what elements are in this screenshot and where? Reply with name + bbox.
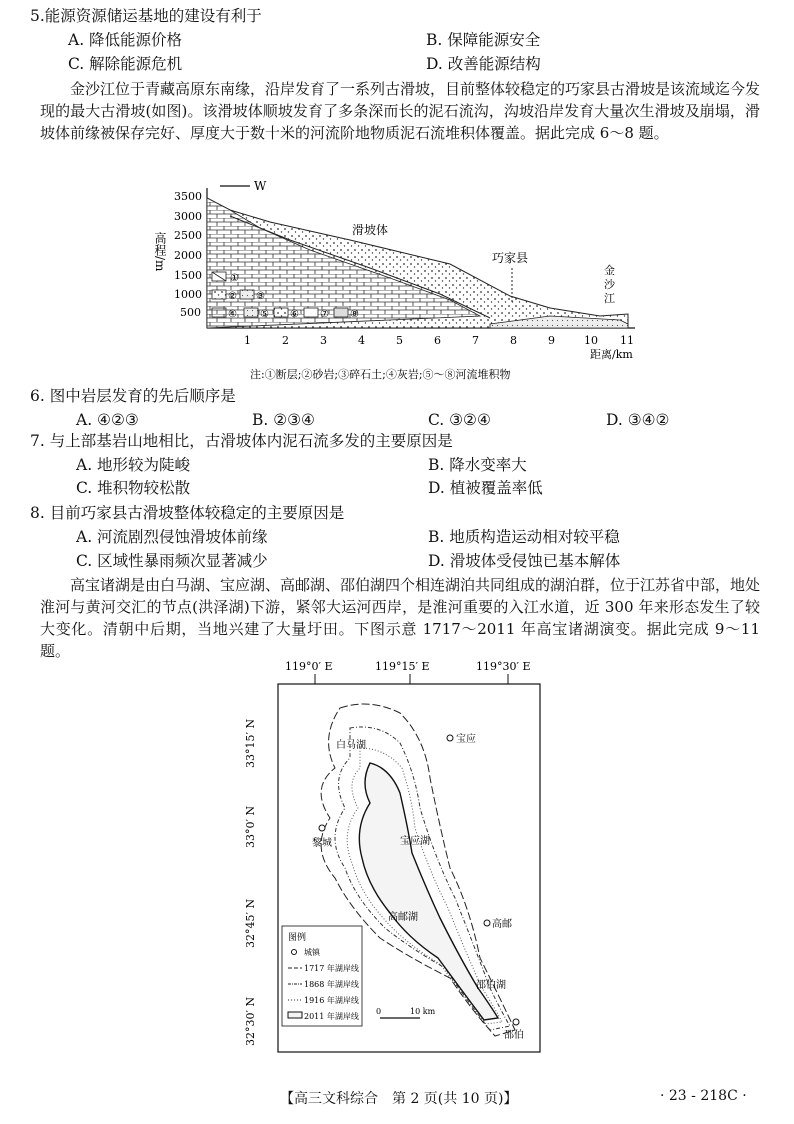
lat-label: 33°15′ N (244, 718, 257, 768)
x-axis-label: 距离/km (590, 348, 633, 361)
lon-label: 119°15′ E (375, 660, 430, 673)
q8-option-c: C. 区域性暴雨频次显著减少 (76, 552, 268, 570)
q6-option-a: A. ④②③ (76, 411, 139, 429)
scale-label: 0 (376, 1007, 382, 1016)
river-label: 沙 (604, 278, 615, 291)
town-marker (484, 920, 490, 926)
town-marker (513, 1019, 519, 1025)
lake-name: 白马湖 (336, 740, 366, 751)
legend-label: ③ (256, 291, 265, 302)
legend-swatch (274, 308, 288, 317)
passage-lakes: 高宝诸湖是由白马湖、宝应湖、高邮湖、邵伯湖四个相连湖泊共同组成的湖泊群，位于江苏省中部，地处淮河与黄河交汇的节点(洪泽湖)下游，紧邻大运河西岸，是淮河重要的入江水道，近 300 年来形态发生了较大变化。清朝中后期，当地兴建了大量圩田。下图示意 1717～2011 年高宝诸湖演变。据此完成 9～11 题。 (40, 576, 761, 660)
q7-option-a: A. 地形较为陡峻 (76, 456, 191, 474)
scale-label: 10 km (410, 1007, 436, 1016)
q5-option-c: C. 解除能源危机 (68, 55, 183, 73)
legend-swatch (334, 308, 348, 317)
lat-label: 33°0′ N (244, 805, 257, 848)
x-tick: 1 (244, 334, 251, 347)
lon-label: 119°0′ E (285, 660, 333, 673)
q5-option-b: B. 保障能源安全 (426, 31, 541, 49)
q5-option-d: D. 改善能源结构 (426, 55, 541, 73)
q5-stem: 5.能源资源储运基地的建设有利于 (30, 7, 262, 25)
q5-option-a: A. 降低能源价格 (68, 31, 183, 49)
y-tick: 1000 (174, 288, 202, 301)
q8-option-a: A. 河流剧烈侵蚀滑坡体前缘 (76, 528, 268, 546)
lake-name: 邵伯湖 (476, 980, 506, 991)
x-tick: 11 (620, 334, 634, 347)
town-label: 巧家县 (492, 251, 529, 265)
x-tick: 9 (548, 334, 555, 347)
slide-body-label: 滑坡体 (352, 223, 389, 237)
landslide-profile-figure (150, 178, 660, 384)
y-tick: 3000 (174, 210, 202, 223)
q6-option-b: B. ②③④ (252, 411, 315, 429)
x-tick: 4 (358, 334, 365, 347)
q7-option-b: B. 降水变率大 (428, 456, 527, 474)
y-tick: 3500 (174, 190, 202, 203)
figure-note: 注:①断层;②砂岩;③碎石土;④灰岩;⑤～⑧河流堆积物 (250, 368, 511, 381)
x-tick: 2 (282, 334, 289, 347)
town-name: 宝应 (456, 734, 476, 745)
town-name: 黎城 (312, 838, 332, 849)
y-axis-label: 高程/m (153, 232, 167, 272)
lake-evolution-map (240, 658, 560, 1068)
x-tick: 8 (510, 334, 517, 347)
exam-code: · 23 - 218C · (660, 1088, 747, 1104)
x-tick: 3 (320, 334, 327, 347)
y-tick: 1500 (174, 269, 202, 282)
town-name: 高邮 (492, 919, 512, 930)
y-tick: 2500 (174, 229, 202, 242)
lake-name: 宝应湖 (400, 836, 430, 847)
legend-swatch (244, 308, 258, 317)
x-tick: 5 (396, 334, 403, 347)
x-tick: 7 (472, 334, 479, 347)
legend-swatch (240, 290, 254, 299)
legend-label: ⑤ (260, 309, 269, 320)
lat-label: 32°30′ N (244, 996, 257, 1046)
y-tick: 2000 (174, 249, 202, 262)
legend-label: ⑧ (350, 309, 359, 320)
lake-name: 高邮湖 (388, 912, 418, 923)
q7-stem: 7. 与上部基岩山地相比，古滑坡体内泥石流多发的主要原因是 (30, 432, 453, 450)
legend-swatch (304, 308, 318, 317)
legend-label: ④ (228, 309, 237, 320)
legend-label: ① (230, 273, 239, 284)
town-marker (319, 825, 325, 831)
legend-item: 1868 年湖岸线 (304, 980, 359, 989)
q7-option-c: C. 堆积物较松散 (76, 479, 191, 497)
q7-option-d: D. 植被覆盖率低 (428, 479, 543, 497)
q8-stem: 8. 目前巧家县古滑坡整体较稳定的主要原因是 (30, 504, 345, 522)
legend-label: ⑦ (320, 309, 329, 320)
lon-label: 119°30′ E (476, 660, 531, 673)
q6-stem: 6. 图中岩层发育的先后顺序是 (30, 387, 236, 405)
page-footer: 【高三文科综合 第 2 页(共 10 页)】 (280, 1091, 518, 1107)
legend-title: 图例 (288, 933, 307, 943)
passage-landslide: 金沙江位于青藏高原东南缘，沿岸发育了一系列古滑坡，目前整体较稳定的巧家县古滑坡是该流域迄今发现的最大古滑坡(如图)。该滑坡体顺坡发育了多条深而长的泥石流沟，沟坡沿岸发育大量次生滑坡及崩塌，滑坡体前缘被保存完好、厚度大于数十米的河流阶地物质泥石流堆积体覆盖。据此完成 6～8 题。 (40, 80, 761, 142)
river-label: 金 (604, 264, 615, 277)
q8-option-b: B. 地质构造运动相对较平稳 (428, 528, 620, 546)
legend-swatch (212, 308, 226, 317)
legend-label: ② (228, 291, 237, 302)
x-tick: 6 (434, 334, 441, 347)
q6-option-c: C. ③②④ (428, 411, 491, 429)
y-tick: 500 (180, 306, 201, 319)
direction-label: W (254, 179, 267, 193)
legend-item: 1717 年湖岸线 (304, 964, 359, 973)
x-tick: 10 (584, 334, 598, 347)
q6-option-d: D. ③④② (606, 411, 670, 429)
q8-option-d: D. 滑坡体受侵蚀已基本解体 (428, 552, 621, 570)
lat-label: 32°45′ N (244, 898, 257, 948)
town-name: 邵伯 (504, 1030, 524, 1041)
legend-label: ⑥ (290, 309, 299, 320)
river-label: 江 (604, 292, 615, 305)
legend-item: 1916 年湖岸线 (304, 996, 359, 1005)
town-marker (447, 735, 453, 741)
legend-item: 2011 年湖岸线 (304, 1012, 359, 1021)
legend-item: 城镇 (304, 948, 320, 957)
legend-swatch (212, 290, 226, 299)
